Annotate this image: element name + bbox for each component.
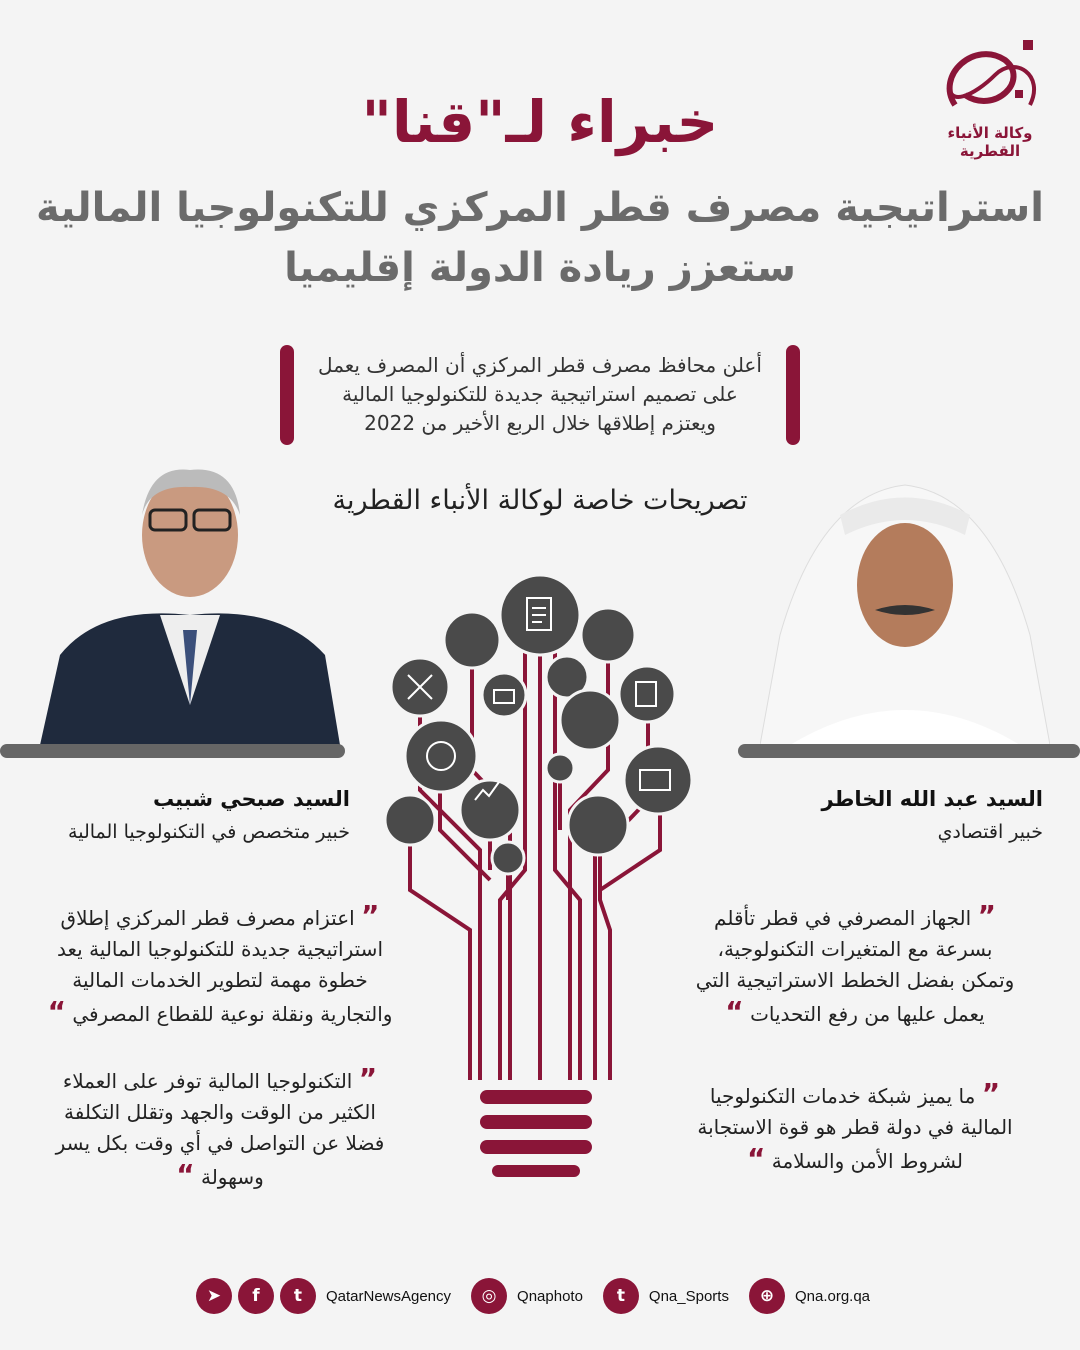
- expert-role: خبير متخصص في التكنولوجيا المالية: [68, 821, 350, 843]
- quote-line: اعتزام مصرف قطر المركزي إطلاق: [60, 906, 355, 930]
- website-link[interactable]: Qna.org.qa: [794, 1287, 871, 1305]
- lead-bar-right: [786, 345, 800, 445]
- quote-line: لشروط الأمن والسلامة: [771, 1149, 964, 1173]
- social-footer: [0, 1278, 1080, 1314]
- headline-line-2: ستعزز ريادة الدولة إقليميا: [284, 245, 796, 291]
- shelf-left: [0, 744, 345, 758]
- team-icon: [568, 795, 628, 855]
- quote-line: بسرعة مع المتغيرات التكنولوجية،: [717, 937, 993, 961]
- money-icon: [405, 720, 477, 792]
- globe-icon[interactable]: ⊕: [749, 1278, 785, 1314]
- shelf-right: [738, 744, 1080, 758]
- stopwatch-icon: [546, 754, 574, 782]
- quote-block: ” ما يميز شبكة خدمات التكنولوجيا المالية في دولة قطر هو قوة الاستجابة لشروط الأمن والسلامة “: [670, 1078, 1040, 1177]
- lead-line: ويعتزم إطلاقها خلال الربع الأخير من 2022: [364, 411, 716, 435]
- expert-role: خبير اقتصادي: [937, 821, 1043, 843]
- sliders-icon: [385, 795, 435, 845]
- expert-name: السيد صبحي شبيب: [152, 787, 350, 811]
- quote-line: فضلا عن التواصل في أي وقت بكل يسر: [55, 1131, 385, 1155]
- briefcase-icon: [482, 673, 526, 717]
- quote-block: ” اعتزام مصرف قطر المركزي إطلاق استراتيجية جديدة للتكنولوجيا المالية يعد خطوة مهمة لتطوير الخدمات المالية والتجارية ونقلة نوعية للقطاع المصرفي “: [30, 900, 410, 1030]
- books-icon: [624, 746, 692, 814]
- quote-line: خطوة مهمة لتطوير الخدمات المالية: [72, 968, 368, 992]
- photo-abdullah-alkhater: [760, 475, 1050, 745]
- handle-qna-sports[interactable]: Qna_Sports: [648, 1287, 729, 1305]
- quote-line: المالية في دولة قطر هو قوة الاستجابة: [697, 1115, 1013, 1139]
- photo-sobhi-shabib: [40, 455, 340, 745]
- facebook-icon[interactable]: f: [238, 1278, 274, 1314]
- quote-line: التكنولوجيا المالية توفر على العملاء: [62, 1069, 353, 1093]
- lead-box: [280, 345, 800, 445]
- quote-line: الجهاز المصرفي في قطر تأقلم: [714, 906, 972, 930]
- growth-chart-icon: [460, 780, 520, 840]
- quote-line: ما يميز شبكة خدمات التكنولوجيا: [709, 1084, 976, 1108]
- quote-line: والتجارية ونقلة نوعية للقطاع المصرفي: [72, 1002, 393, 1026]
- handle-qatarnewsagency[interactable]: QatarNewsAgency: [325, 1287, 452, 1305]
- logo-text-2: القطرية: [959, 142, 1021, 160]
- handle-qnaphoto[interactable]: Qnaphoto: [517, 1287, 583, 1305]
- organization-icon: [444, 612, 500, 668]
- subhead: تصريحات خاصة لوكالة الأنباء القطرية: [332, 485, 748, 516]
- instagram-icon[interactable]: ◎: [471, 1278, 507, 1314]
- expert-name: السيد عبد الله الخاطر: [821, 787, 1043, 811]
- twitter-icon[interactable]: t: [603, 1278, 639, 1314]
- headline-line-1: استراتيجية مصرف قطر المركزي للتكنولوجيا المالية: [36, 185, 1044, 231]
- checklist-icon: [619, 666, 675, 722]
- quote-line: الكثير من الوقت والجهد وتقلل التكلفة: [64, 1100, 376, 1124]
- twitter-icon[interactable]: t: [280, 1278, 316, 1314]
- quote-line: يعمل عليها من رفع التحديات: [750, 1002, 985, 1026]
- kicker-title: خبراء لـ"قنا": [361, 88, 719, 156]
- telegram-icon[interactable]: ➤: [196, 1278, 232, 1314]
- quote-block: ” الجهاز المصرفي في قطر تأقلم بسرعة مع المتغيرات التكنولوجية، وتمكن بفضل الخطط الاستراتيجية التي يعمل عليها من رفع التحديات “: [670, 900, 1040, 1030]
- quote-line: وتمكن بفضل الخطط الاستراتيجية التي: [695, 968, 1015, 992]
- bulb-base: [480, 1090, 592, 1177]
- hierarchy-icon: [560, 690, 620, 750]
- quote-line: وسهولة: [200, 1165, 264, 1189]
- lead-line: على تصميم استراتيجية جديدة للتكنولوجيا المالية: [342, 382, 738, 406]
- lead-bar-left: [280, 345, 294, 445]
- lead-line: أعلن محافظ مصرف قطر المركزي أن المصرف يعمل: [318, 353, 762, 377]
- equalizer-icon: [492, 842, 524, 874]
- fintech-tree-illustration: [380, 570, 700, 1190]
- quote-block: ” التكنولوجيا المالية توفر على العملاء الكثير من الوقت والجهد وتقلل التكلفة فضلا عن التواصل في أي وقت بكل يسر وسهولة “: [30, 1063, 410, 1193]
- presentation-icon: [581, 608, 635, 662]
- quote-line: استراتيجية جديدة للتكنولوجيا المالية يعد: [57, 937, 383, 961]
- logo-text-1: وكالة الأنباء: [947, 124, 1033, 142]
